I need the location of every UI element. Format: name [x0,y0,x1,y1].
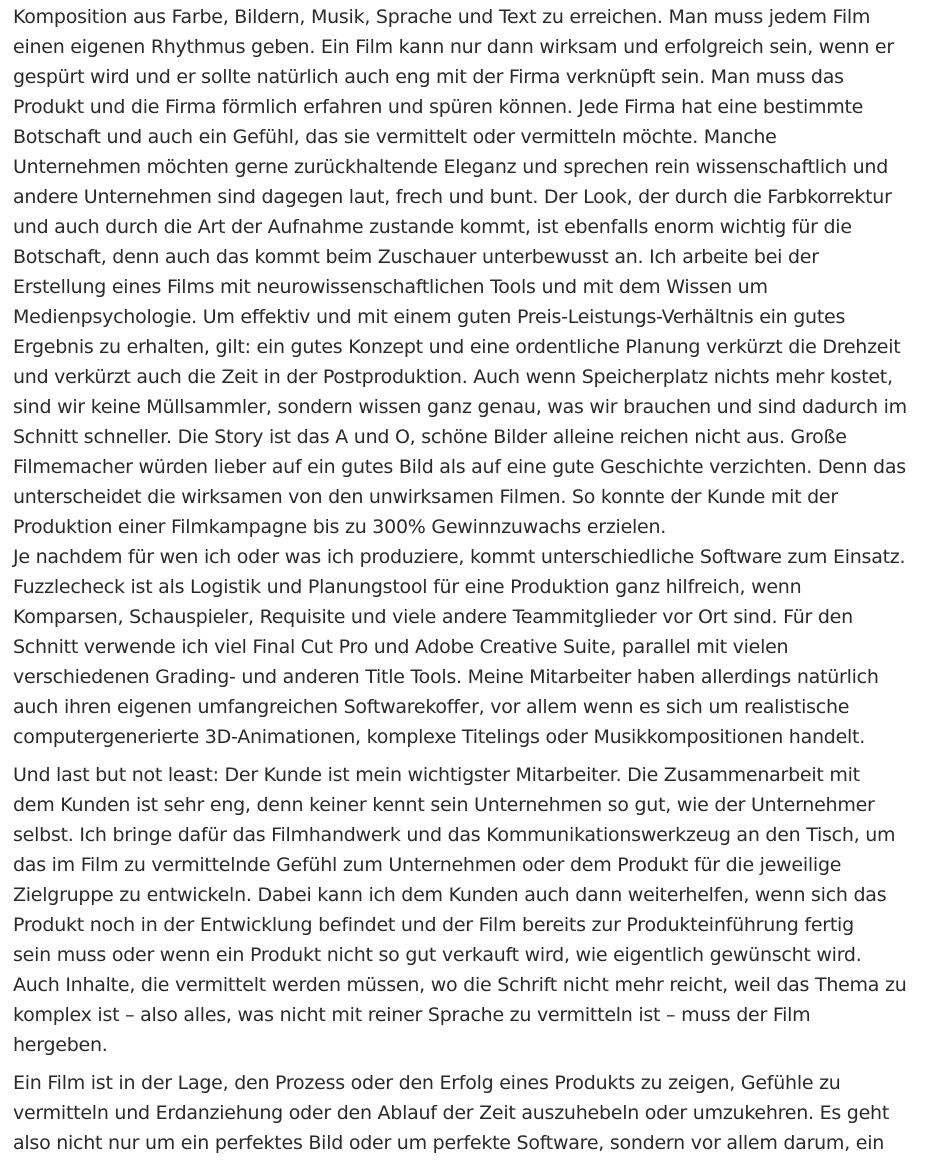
text-line: gespürt wird und er sollte natürlich auch eng mit der Firma verknüpft sein. Man muss das [13,66,844,88]
text-line: andere Unternehmen sind dagegen laut, frech und bunt. Der Look, der durch die Farbkorrektur [13,186,892,208]
text-line: Fuzzlecheck ist als Logistik und Planungstool für eine Produktion ganz hilfreich, wenn [13,576,802,598]
text-line: selbst. Ich bringe dafür das Filmhandwerk und das Kommunikationswerkzeug an den Tisch, um [13,824,896,846]
text-line: sind wir keine Müllsammler, sondern wissen ganz genau, was wir brauchen und sind dadurch im [13,396,907,418]
text-line: Je nachdem für wen ich oder was ich produziere, kommt unterschiedliche Software zum Einsatz. [13,546,906,568]
text-line: Schnitt verwende ich viel Final Cut Pro und Adobe Creative Suite, parallel mit vielen [13,636,789,658]
text-line: Auch Inhalte, die vermittelt werden müssen, wo die Schrift nicht mehr reicht, weil das Thema zu [13,974,907,996]
text-line: Und last but not least: Der Kunde ist mein wichtigster Mitarbeiter. Die Zusammenarbeit mit [13,764,860,786]
text-line: einen eigenen Rhythmus geben. Ein Film kann nur dann wirksam und erfolgreich sein, wenn er [13,36,894,58]
text-line: Unternehmen möchten gerne zurückhaltende Eleganz und sprechen rein wissenschaftlich und [13,156,889,178]
text-line: das im Film zu vermittelnde Gefühl zum Unternehmen oder dem Produkt für die jeweilige [13,854,842,876]
text-line: Produkt noch in der Entwicklung befindet und der Film bereits zur Produkteinführung fertig [13,914,854,936]
text-line: Botschaft und auch ein Gefühl, das sie vermittelt oder vermitteln möchte. Manche [13,126,777,148]
text-line: Ein Film ist in der Lage, den Prozess oder den Erfolg eines Produkts zu zeigen, Gefühle zu [13,1072,841,1094]
text-line: Komparsen, Schauspieler, Requisite und viele andere Teammitglieder vor Ort sind. Für den [13,606,853,628]
text-line: Erstellung eines Films mit neurowissenschaftlichen Tools und mit dem Wissen um [13,276,768,298]
text-line: und verkürzt auch die Zeit in der Postproduktion. Auch wenn Speicherplatz nichts mehr kostet, [13,366,893,388]
text-line: und auch durch die Art der Aufnahme zustande kommt, ist ebenfalls enorm wichtig für die [13,216,852,238]
text-line: Produktion einer Filmkampagne bis zu 300% Gewinnzuwachs erzielen. [13,516,667,538]
text-line: auch ihren eigenen umfangreichen Softwarekoffer, vor allem wenn es sich um realistische [13,696,850,718]
text-line: Filmemacher würden lieber auf ein gutes Bild als auf eine gute Geschichte verzichten. Denn das [13,456,906,478]
text-line: sein muss oder wenn ein Produkt nicht so gut verkauft wird, wie eigentlich gewünscht wird. [13,944,862,966]
text-line: Zielgruppe zu entwickeln. Dabei kann ich dem Kunden auch dann weiterhelfen, wenn sich das [13,884,887,906]
text-line: komplex ist – also alles, was nicht mit reiner Sprache zu vermitteln ist – muss der Film [13,1004,811,1026]
text-line: Komposition aus Farbe, Bildern, Musik, Sprache und Text zu erreichen. Man muss jedem Film [13,6,871,28]
text-line: Botschaft, denn auch das kommt beim Zuschauer unterbewusst an. Ich arbeite bei der [13,246,819,268]
text-line: dem Kunden ist sehr eng, denn keiner kennt sein Unternehmen so gut, wie der Unternehmer [13,794,875,816]
text-line: verschiedenen Grading- und anderen Title Tools. Meine Mitarbeiter haben allerdings natürlich [13,666,879,688]
text-line: hergeben. [13,1034,108,1056]
text-line: Produkt und die Firma förmlich erfahren und spüren können. Jede Firma hat eine bestimmte [13,96,864,118]
text-line: Schnitt schneller. Die Story ist das A und O, schöne Bilder alleine reichen nicht aus. Große [13,426,847,448]
text-line: Medienpsychologie. Um effektiv und mit einem guten Preis-Leistungs-Verhältnis ein gutes [13,306,846,328]
text-line: unterscheidet die wirksamen von den unwirksamen Filmen. So konnte der Kunde mit der [13,486,838,508]
text-line: also nicht nur um ein perfektes Bild oder um perfekte Software, sondern vor allem darum, ein [13,1132,885,1154]
article-body [13,0,938,1166]
paragraph [13,1068,938,1158]
paragraph [13,2,938,752]
text-line: vermitteln und Erdanziehung oder den Ablauf der Zeit auszuhebeln oder umzukehren. Es geht [13,1102,890,1124]
paragraph [13,760,938,1060]
text-line: Ergebnis zu erhalten, gilt: ein gutes Konzept und eine ordentliche Planung verkürzt die Drehzeit [13,336,901,358]
text-line: computergenerierte 3D-Animationen, komplexe Titelings oder Musikkompositionen handelt. [13,726,866,748]
